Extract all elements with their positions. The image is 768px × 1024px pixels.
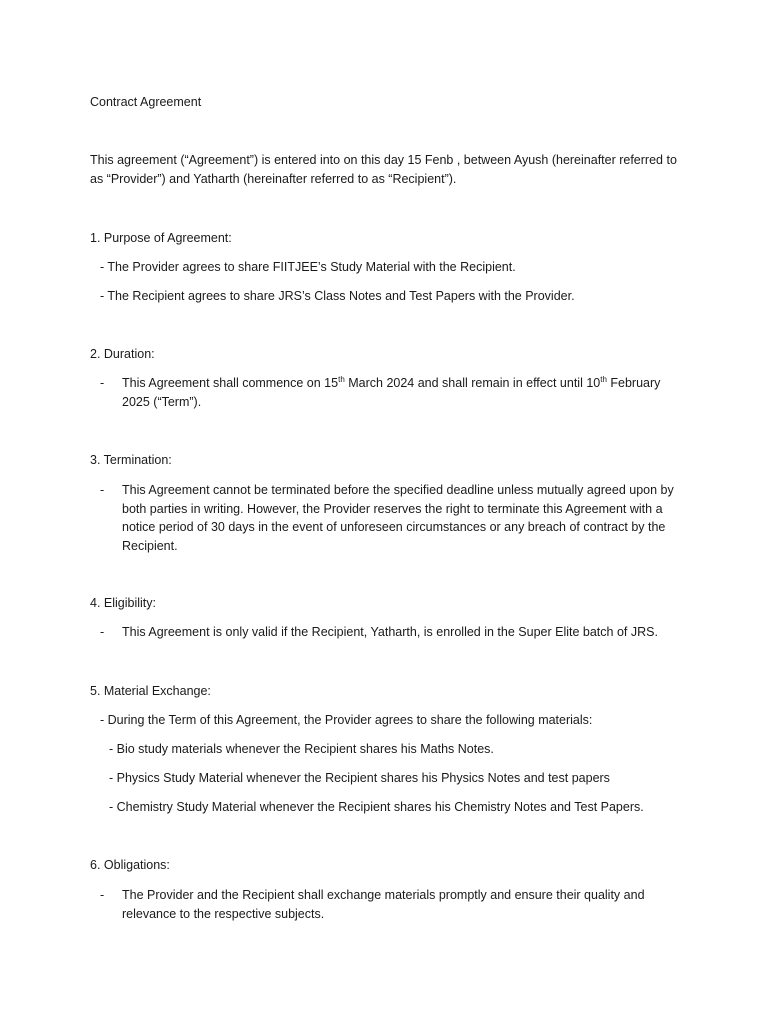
bullet-dash: - xyxy=(100,625,105,639)
document-title: Contract Agreement xyxy=(90,95,202,109)
bullet-dash: - xyxy=(100,888,105,902)
section-heading-duration: 2. Duration: xyxy=(90,347,155,361)
material-item-bio: - Bio study materials whenever the Recipient shares his Maths Notes. xyxy=(109,742,494,756)
section-heading-material-exchange: 5. Material Exchange: xyxy=(90,684,211,698)
bullet-dash: - xyxy=(100,483,105,497)
section-heading-purpose: 1. Purpose of Agreement: xyxy=(90,231,232,245)
purpose-item-2: - The Recipient agrees to share JRS’s Class Notes and Test Papers with the Provider. xyxy=(100,289,575,303)
termination-text: This Agreement cannot be terminated before the specified deadline unless mutually agreed upon by both parties in writing. However, the Provider reserves the right to terminate this Agreement with a notice period of 30 days in the event of unforeseen circumstances or any breach of contract by the Recipient. xyxy=(122,483,674,553)
intro-paragraph: This agreement (“Agreement”) is entered into on this day 15 Fenb , between Ayush (hereinafter referred to as “Provider”) and Yatharth (hereinafter referred to as “Recipient”). xyxy=(90,153,677,186)
section-heading-obligations: 6. Obligations: xyxy=(90,858,170,872)
material-item-chemistry: - Chemistry Study Material whenever the Recipient shares his Chemistry Notes and Test Papers. xyxy=(109,800,644,814)
material-exchange-lead: - During the Term of this Agreement, the Provider agrees to share the following materials: xyxy=(100,713,593,727)
material-item-physics: - Physics Study Material whenever the Recipient shares his Physics Notes and test papers xyxy=(109,771,610,785)
obligations-text: The Provider and the Recipient shall exchange materials promptly and ensure their quality and relevance to the respective subjects. xyxy=(122,888,645,921)
bullet-dash: - xyxy=(100,376,105,390)
section-heading-termination: 3. Termination: xyxy=(90,453,172,467)
eligibility-text: This Agreement is only valid if the Recipient, Yatharth, is enrolled in the Super Elite batch of JRS. xyxy=(122,625,658,639)
section-heading-eligibility: 4. Eligibility: xyxy=(90,596,156,610)
purpose-item-1: - The Provider agrees to share FIITJEE’s Study Material with the Recipient. xyxy=(100,260,516,274)
duration-text: This Agreement shall commence on 15th March 2024 and shall remain in effect until 10th February 2025 (“Term”). xyxy=(122,374,661,409)
